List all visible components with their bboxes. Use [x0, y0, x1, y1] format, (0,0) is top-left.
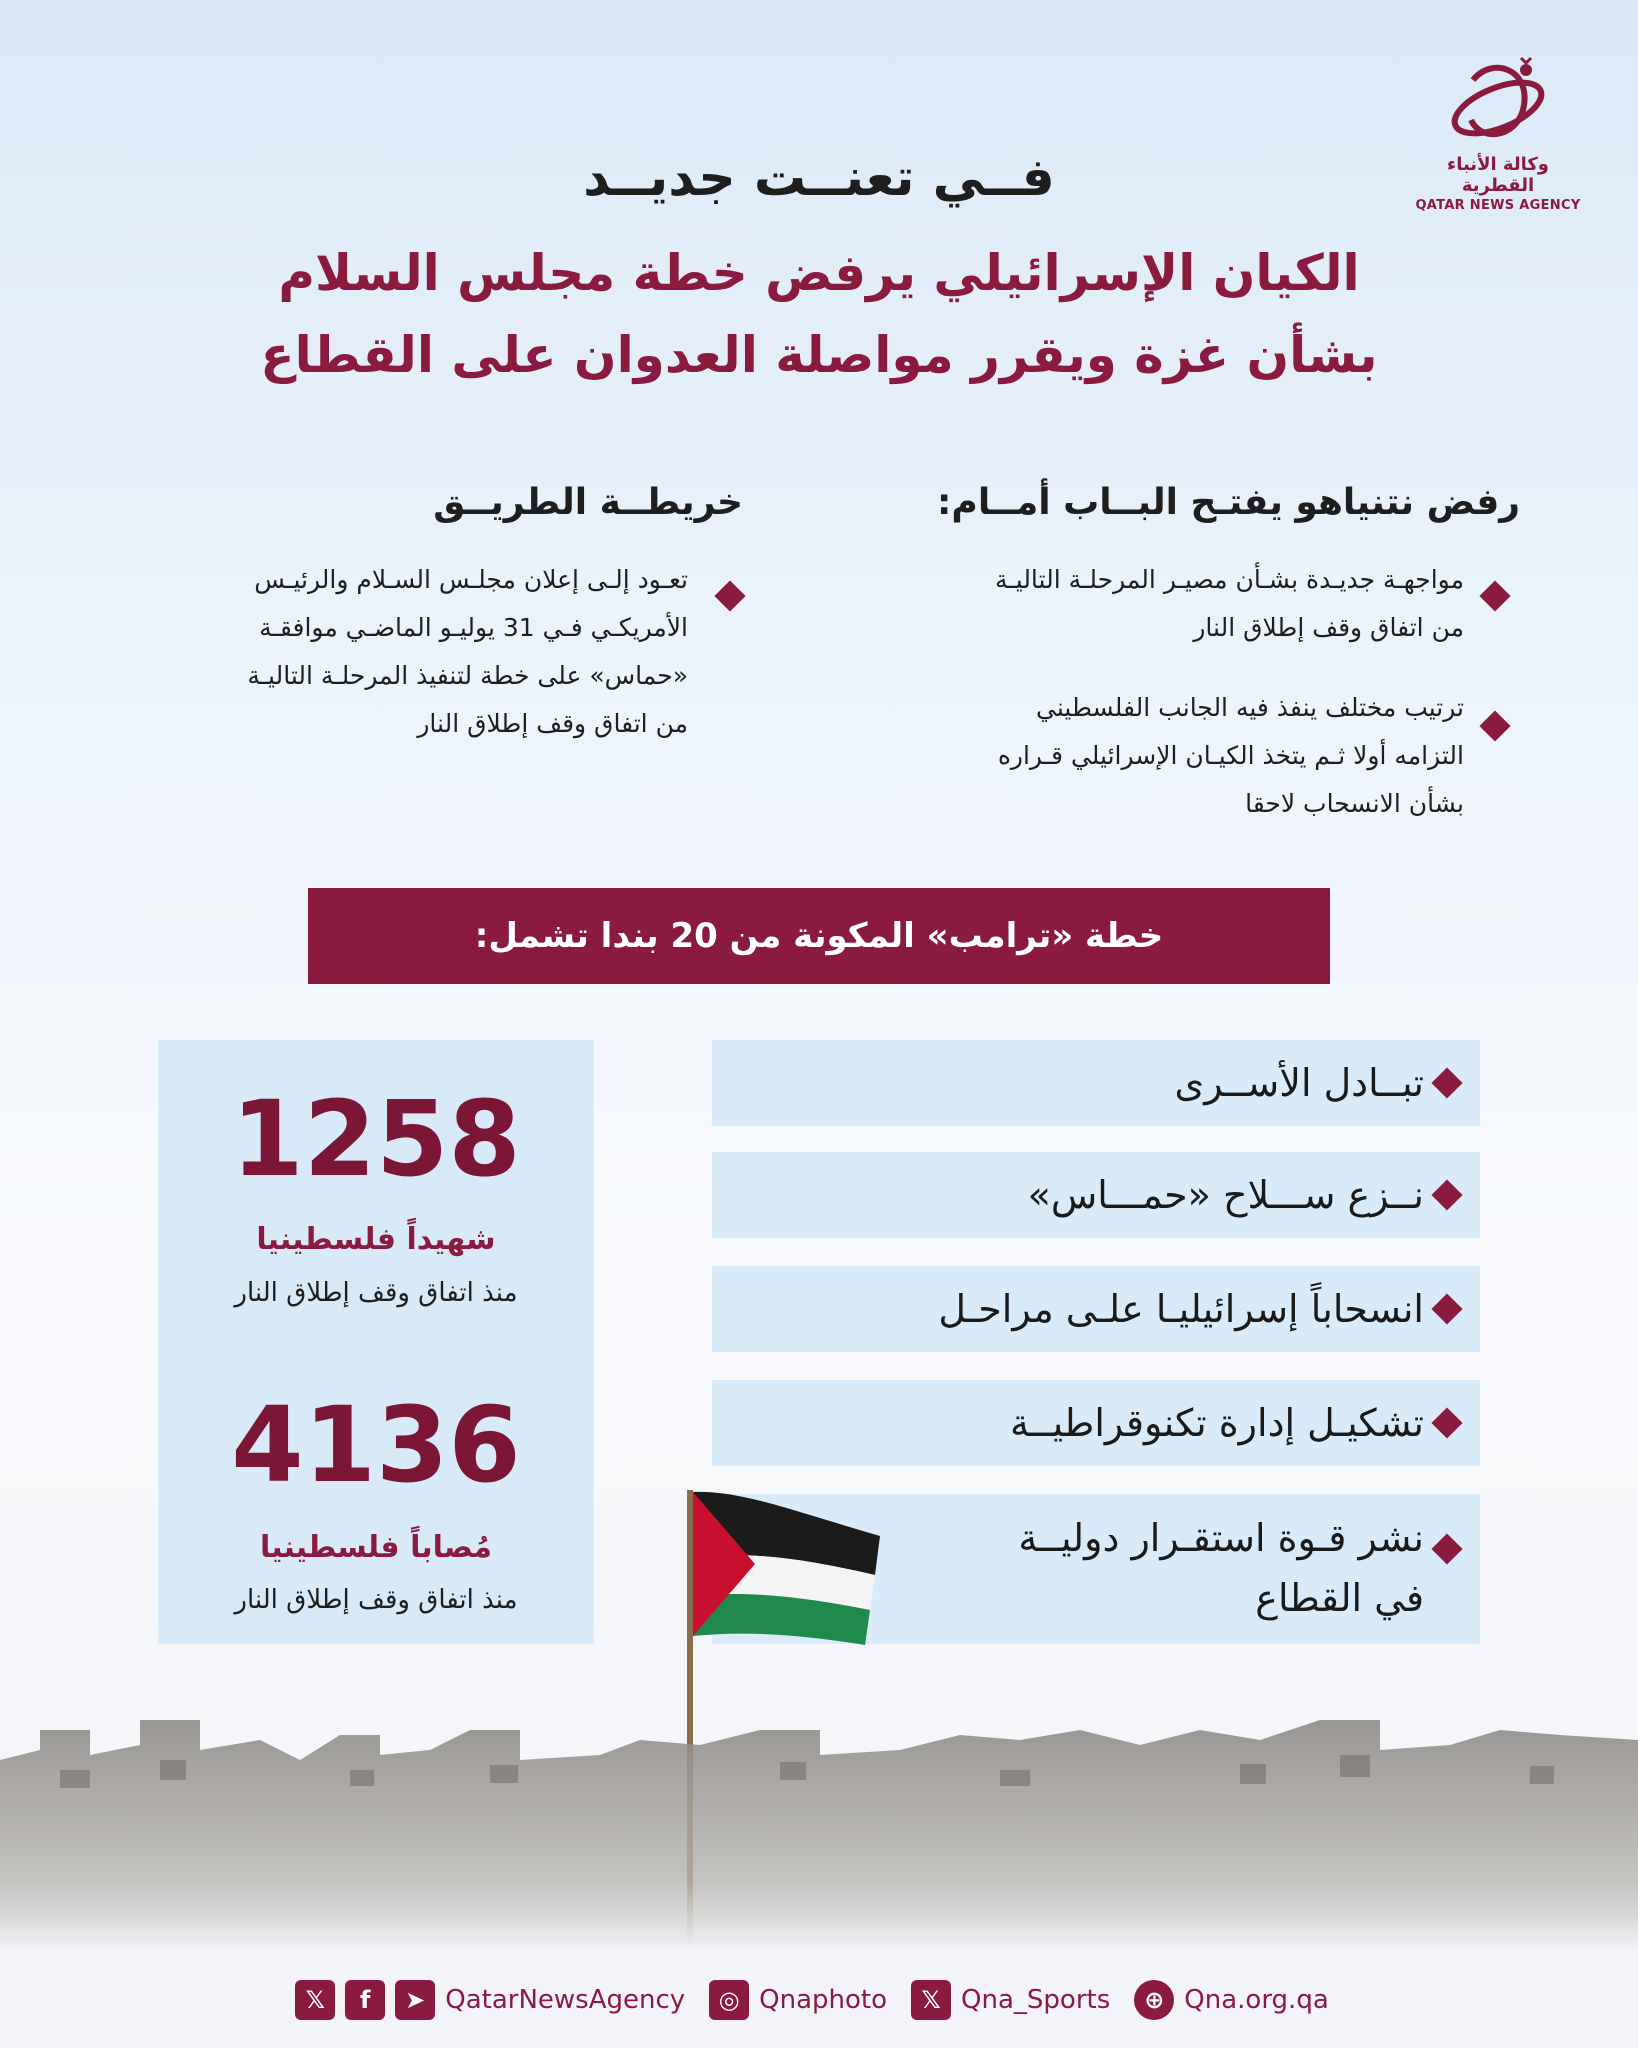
instagram-icon[interactable]: ◎: [709, 1980, 749, 2020]
injured-sub: منذ اتفاق وقف إطلاق النار: [234, 1585, 518, 1615]
globe-icon[interactable]: ⊕: [1134, 1980, 1174, 2020]
x-icon[interactable]: 𝕏: [911, 1980, 951, 2020]
handle-photo[interactable]: Qnaphoto: [759, 1985, 888, 2015]
bullet-line: من اتفاق وقف إطلاق النار: [417, 709, 688, 738]
injured-label: مُصاباً فلسطينيا: [259, 1530, 493, 1565]
social-footer: [0, 1952, 1638, 2048]
headline-line-2: بشأن غزة ويقرر مواصلة العدوان على القطاع: [260, 326, 1378, 384]
bullet-diamond-icon: [1479, 580, 1510, 611]
plan-item: [712, 1380, 1480, 1466]
bullet-line: مواجهـة جديـدة بشـأن مصيـر المرحلـة التاليـة: [995, 565, 1464, 594]
bullet-line: تعـود إلـى إعلان مجلـس السـلام والرئيـس: [254, 565, 688, 594]
plan-item-text: تشكيـل إدارة تكنوقراطيــة: [1010, 1401, 1424, 1445]
facebook-icon[interactable]: f: [345, 1980, 385, 2020]
martyrs-label: شهيداً فلسطينيا: [256, 1222, 496, 1257]
bullet-line: التزامه أولا ثـم يتخذ الكيـان الإسرائيلي قـراره: [997, 741, 1464, 770]
bullet-line: «حماس» على خطة لتنفيذ المرحلـة التاليـة: [247, 661, 688, 690]
injured-count: 4136: [231, 1384, 521, 1506]
logo-name-en: QATAR NEWS AGENCY: [1415, 198, 1581, 213]
plan-item: [712, 1040, 1480, 1126]
kicker-title: فــي تعنــت جديــد: [583, 148, 1055, 208]
bullet-line: بشأن الانسحاب لاحقا: [1245, 789, 1464, 818]
plan-banner: خطة «ترامب» المكونة من 20 بندا تشمل:: [308, 888, 1330, 984]
logo-name-ar: وكالة الأنباء القطرية: [1447, 154, 1549, 196]
plan-item-text: نشر قـوة استقـرار دوليــة: [1018, 1516, 1424, 1560]
handle-sports[interactable]: Qna_Sports: [961, 1985, 1111, 2015]
bullet-diamond-icon: [1431, 1533, 1462, 1564]
website-link[interactable]: Qna.org.qa: [1184, 1985, 1329, 2015]
bullet-diamond-icon: [1431, 1293, 1462, 1324]
rejection-bullet-2: [844, 684, 1464, 828]
bullet-diamond-icon: [1479, 710, 1510, 741]
plan-item: [712, 1152, 1480, 1238]
handle-main[interactable]: QatarNewsAgency: [445, 1985, 686, 2015]
roadmap-bullet-1: [108, 556, 688, 748]
headline: [0, 232, 1638, 396]
plan-item-text: نــزع ســـلاح «حمـــاس»: [1027, 1173, 1424, 1217]
bullet-diamond-icon: [1431, 1407, 1462, 1438]
plan-item-text: تبــادل الأســرى: [1174, 1061, 1424, 1105]
qna-emblem-icon: [1443, 50, 1553, 150]
bullet-line: الأمريكـي فـي 31 يوليـو الماضـي موافقـة: [259, 613, 688, 642]
bullet-diamond-icon: [1431, 1067, 1462, 1098]
bullet-diamond-icon: [714, 580, 745, 611]
telegram-icon[interactable]: ➤: [395, 1980, 435, 2020]
destroyed-city-image: [0, 1700, 1638, 1950]
bullet-line: ترتيب مختلف ينفذ فيه الجانب الفلسطيني: [1036, 693, 1464, 722]
roadmap-title: خريطــة الطريــق: [433, 482, 743, 523]
rejection-title: رفض نتنياهو يفتـح البــاب أمــام:: [937, 482, 1520, 523]
x-icon[interactable]: 𝕏: [295, 1980, 335, 2020]
bullet-diamond-icon: [1431, 1179, 1462, 1210]
martyrs-sub: منذ اتفاق وقف إطلاق النار: [234, 1278, 518, 1308]
martyrs-count: 1258: [231, 1078, 521, 1200]
plan-item: [712, 1266, 1480, 1352]
headline-line-1: الكيان الإسرائيلي يرفض خطة مجلس السلام: [278, 244, 1360, 302]
bullet-line: من اتفاق وقف إطلاق النار: [1193, 613, 1464, 642]
rejection-bullet-1: [844, 556, 1464, 652]
plan-item-text: انسحاباً إسرائيليـا علـى مراحـل: [938, 1287, 1424, 1331]
plan-item-text: في القطاع: [1255, 1576, 1424, 1620]
